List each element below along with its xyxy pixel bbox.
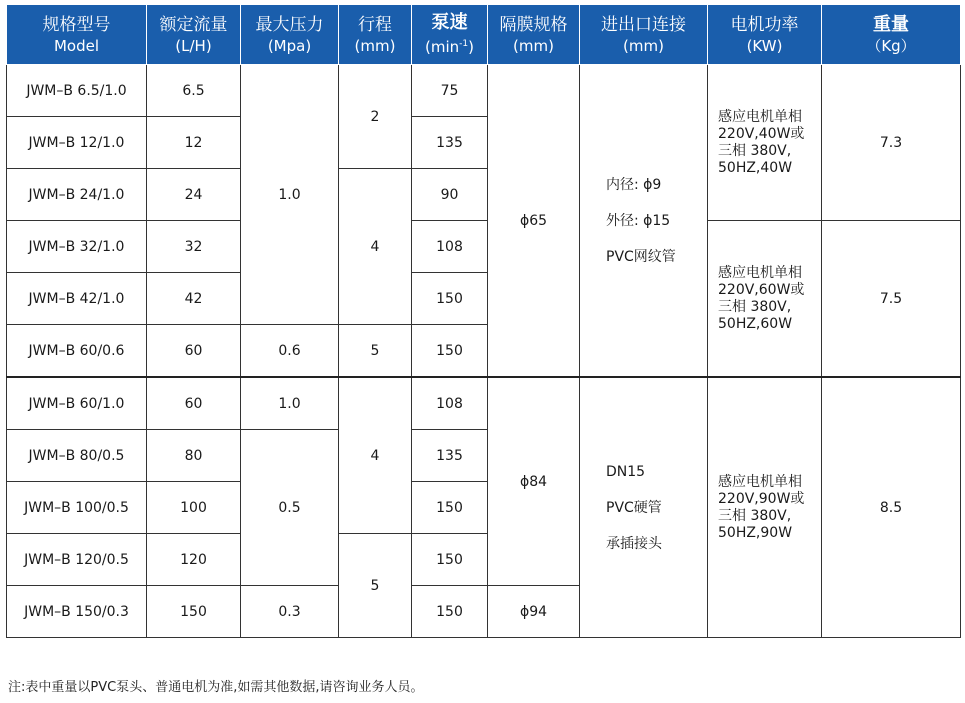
- spec-table: [6, 5, 961, 638]
- stroke-cell: 2: [339, 65, 412, 169]
- pressure-cell: 0.3: [241, 586, 339, 638]
- speed-cell: 150: [412, 586, 488, 638]
- table-row: [7, 377, 961, 430]
- speed-cell: 108: [412, 377, 488, 430]
- speed-cell: 135: [412, 117, 488, 169]
- model-cell: JWM–B 24/1.0: [7, 169, 147, 221]
- weight-cell: 7.3: [822, 65, 961, 221]
- stroke-cell: 5: [339, 534, 412, 638]
- header-weight: 重量 （Kg）: [822, 5, 961, 65]
- connection-cell: DN15 PVC硬管 承插接头: [580, 377, 708, 638]
- diaphragm-cell: ϕ84: [488, 377, 580, 586]
- pressure-cell: 1.0: [241, 65, 339, 325]
- header-diaphragm: 隔膜规格 (mm): [488, 5, 580, 65]
- weight-cell: 8.5: [822, 377, 961, 638]
- header-pressure: 最大压力 (Mpa): [241, 5, 339, 65]
- table-row: [7, 65, 961, 117]
- power-cell: 感应电机单相 220V,60W或 三相 380V, 50HZ,60W: [708, 221, 822, 378]
- stroke-cell: 4: [339, 377, 412, 534]
- power-cell: 感应电机单相 220V,90W或 三相 380V, 50HZ,90W: [708, 377, 822, 638]
- model-cell: JWM–B 12/1.0: [7, 117, 147, 169]
- speed-cell: 150: [412, 273, 488, 325]
- flow-cell: 24: [147, 169, 241, 221]
- flow-cell: 12: [147, 117, 241, 169]
- diaphragm-cell: ϕ65: [488, 65, 580, 378]
- speed-cell: 75: [412, 65, 488, 117]
- weight-cell: 7.5: [822, 221, 961, 378]
- speed-cell: 150: [412, 325, 488, 378]
- flow-cell: 150: [147, 586, 241, 638]
- header-model: 规格型号 Model: [7, 5, 147, 65]
- flow-cell: 60: [147, 325, 241, 378]
- pressure-cell: 0.5: [241, 430, 339, 586]
- power-cell: 感应电机单相 220V,40W或 三相 380V, 50HZ,40W: [708, 65, 822, 221]
- header-power: 电机功率 (KW): [708, 5, 822, 65]
- header-flow: 额定流量 (L/H): [147, 5, 241, 65]
- header-speed: 泵速 $(\min^{-1})$: [412, 5, 488, 65]
- diaphragm-cell: ϕ94: [488, 586, 580, 638]
- speed-cell: 90: [412, 169, 488, 221]
- header-row: [7, 5, 961, 65]
- model-cell: JWM–B 60/0.6: [7, 325, 147, 378]
- pressure-cell: 1.0: [241, 377, 339, 430]
- speed-cell: 150: [412, 534, 488, 586]
- flow-cell: 80: [147, 430, 241, 482]
- model-cell: JWM–B 32/1.0: [7, 221, 147, 273]
- speed-cell: 108: [412, 221, 488, 273]
- pressure-cell: 0.6: [241, 325, 339, 378]
- model-cell: JWM–B 120/0.5: [7, 534, 147, 586]
- flow-cell: 60: [147, 377, 241, 430]
- flow-cell: 120: [147, 534, 241, 586]
- flow-cell: 42: [147, 273, 241, 325]
- flow-cell: 32: [147, 221, 241, 273]
- connection-cell: 内径: ϕ9 外径: ϕ15 PVC网纹管: [580, 65, 708, 378]
- model-cell: JWM–B 60/1.0: [7, 377, 147, 430]
- footnote: 注:表中重量以PVC泵头、普通电机为准,如需其他数据,请咨询业务人员。: [8, 680, 424, 695]
- header-stroke: 行程 (mm): [339, 5, 412, 65]
- speed-cell: 150: [412, 482, 488, 534]
- model-cell: JWM–B 100/0.5: [7, 482, 147, 534]
- model-cell: JWM–B 150/0.3: [7, 586, 147, 638]
- table-row: [7, 221, 961, 273]
- stroke-cell: 5: [339, 325, 412, 378]
- stroke-cell: 4: [339, 169, 412, 325]
- header-connection: 进出口连接 (mm): [580, 5, 708, 65]
- model-cell: JWM–B 6.5/1.0: [7, 65, 147, 117]
- model-cell: JWM–B 42/1.0: [7, 273, 147, 325]
- header-speed-unit: $(\min^{-1})$: [425, 38, 474, 56]
- flow-cell: 100: [147, 482, 241, 534]
- model-cell: JWM–B 80/0.5: [7, 430, 147, 482]
- flow-cell: 6.5: [147, 65, 241, 117]
- speed-cell: 135: [412, 430, 488, 482]
